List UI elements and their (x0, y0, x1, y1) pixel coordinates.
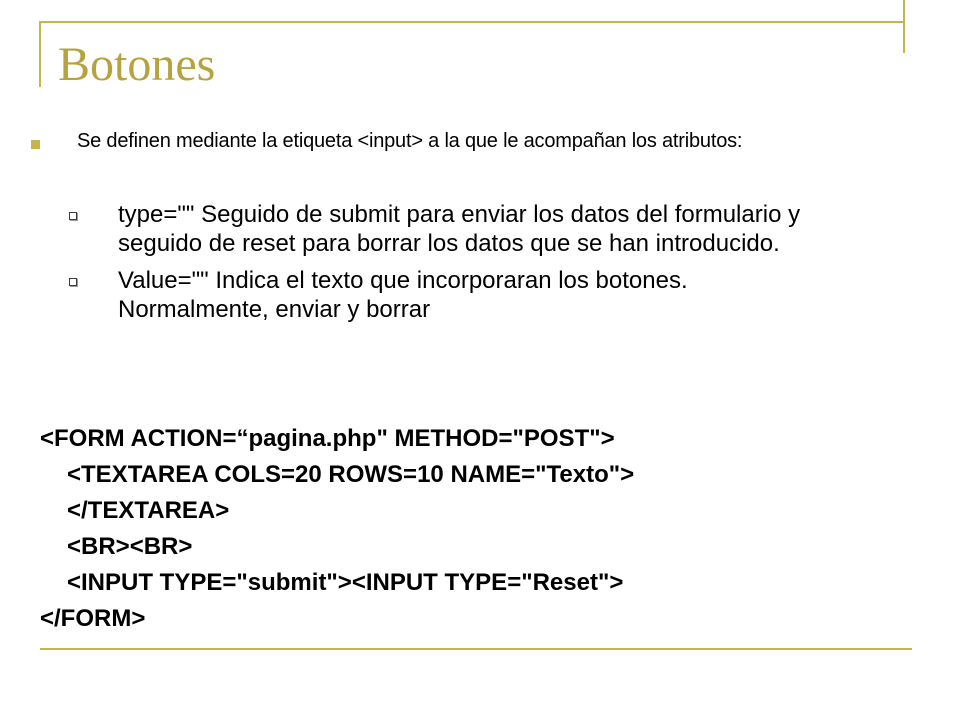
list-item-text: type="" Seguido de submit para enviar los datos del formulario y seguido de reset para borrar los datos que se han introducido. (118, 201, 801, 257)
code-line: <INPUT TYPE="submit"><INPUT TYPE="Reset"> (67, 569, 624, 596)
hollow-square-bullet-icon (69, 278, 77, 286)
square-bullet-icon (31, 140, 40, 149)
code-line: </TEXTAREA> (67, 497, 230, 524)
attribute-list (60, 200, 840, 332)
slide-title: Botones (58, 38, 216, 91)
code-line: <FORM ACTION=“pagina.php" METHOD="POST"> (40, 425, 615, 452)
code-line: </FORM> (40, 605, 146, 632)
hollow-square-bullet-icon (69, 212, 77, 220)
list-item-text: Value="" Indica el texto que incorporaran los botones. Normalmente, enviar y borrar (118, 267, 688, 323)
intro-text: Se definen mediante la etiqueta <input> a la que le acompañan los atributos: (77, 130, 743, 152)
frame-top-line (40, 21, 904, 23)
frame-left-line (39, 21, 41, 87)
code-block (40, 421, 900, 637)
frame-right-line (903, 0, 905, 53)
list-item (60, 266, 840, 324)
code-line: <BR><BR> (67, 533, 193, 560)
list-item (60, 200, 840, 258)
code-line: <TEXTAREA COLS=20 ROWS=10 NAME="Texto"> (67, 461, 635, 488)
frame-bottom-line (40, 648, 912, 650)
